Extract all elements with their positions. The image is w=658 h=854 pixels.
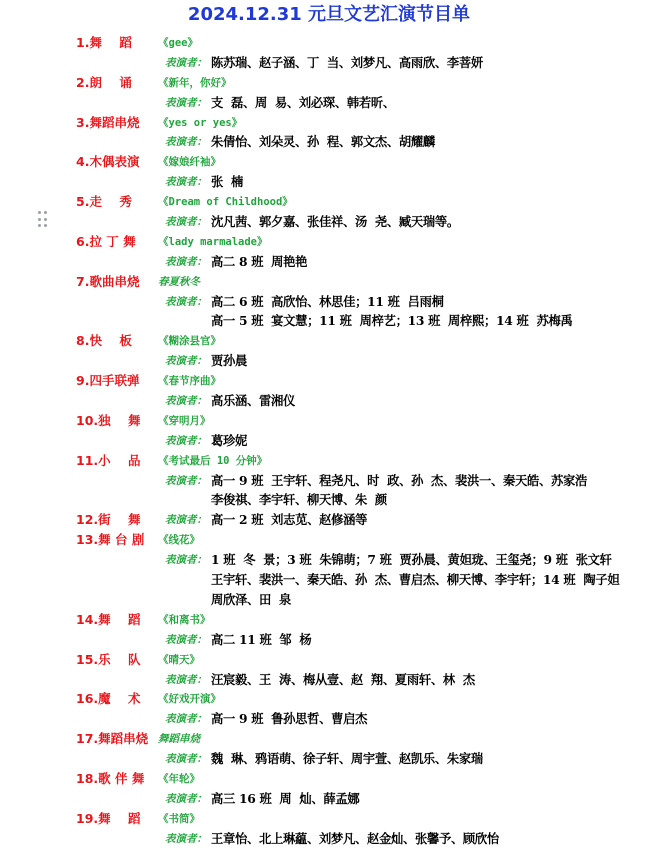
performer-label: 表演者： bbox=[165, 753, 207, 766]
program-list bbox=[0, 33, 658, 849]
program-title: 《和离书》 bbox=[158, 613, 211, 626]
performer-line bbox=[0, 670, 658, 690]
performer-label: 表演者： bbox=[165, 673, 207, 686]
performer-label: 表演者： bbox=[165, 255, 207, 268]
performer-line bbox=[0, 749, 658, 769]
program-number: 6.拉 丁 舞 bbox=[76, 233, 136, 249]
performer-names: 高一 5 班 宴文慧；11 班 周梓艺；13 班 周梓熙；14 班 苏梅禹 bbox=[211, 313, 573, 329]
program-number: 18.歌 伴 舞 bbox=[76, 770, 145, 786]
performer-label: 表演者： bbox=[165, 355, 207, 368]
program-heading-line bbox=[0, 809, 658, 829]
performer-line bbox=[0, 93, 658, 113]
program-heading-line bbox=[0, 769, 658, 789]
performer-label: 表演者： bbox=[165, 514, 207, 527]
performer-names: 陈苏瑞、赵子涵、丁 当、刘梦凡、高雨欣、李菩妍 bbox=[211, 54, 483, 70]
performer-names: 葛珍妮 bbox=[211, 432, 247, 448]
program-title: 《好戏开演》 bbox=[158, 693, 221, 706]
program-heading-line bbox=[0, 650, 658, 670]
performer-label: 表演者： bbox=[165, 434, 207, 447]
performer-names: 张 楠 bbox=[211, 174, 243, 190]
performer-line bbox=[0, 311, 658, 331]
program-heading-line bbox=[0, 33, 658, 53]
program-item bbox=[0, 650, 658, 690]
program-title: 舞蹈串烧 bbox=[158, 733, 200, 746]
performer-names: 李俊祺、李宇轩、柳天博、朱 颜 bbox=[211, 492, 387, 508]
program-title: 《春节序曲》 bbox=[158, 375, 221, 388]
program-number: 3.舞蹈串烧 bbox=[76, 114, 140, 130]
program-heading-line bbox=[0, 530, 658, 550]
program-item bbox=[0, 73, 658, 113]
performer-line bbox=[0, 590, 658, 610]
program-number: 16.魔 术 bbox=[76, 691, 141, 707]
program-heading-line bbox=[0, 451, 658, 471]
program-item bbox=[0, 769, 658, 809]
performer-names: 高三 16 班 周 灿、薛孟娜 bbox=[211, 790, 360, 806]
program-number: 5.走 秀 bbox=[76, 194, 132, 210]
performer-label: 表演者： bbox=[165, 832, 207, 845]
program-number: 13.舞 台 剧 bbox=[76, 532, 145, 548]
program-number: 15.乐 队 bbox=[76, 651, 141, 667]
program-heading-line bbox=[0, 113, 658, 133]
performer-line bbox=[0, 709, 658, 729]
performer-label: 表演者： bbox=[165, 713, 207, 726]
program-item bbox=[0, 232, 658, 272]
program-heading-line bbox=[0, 729, 658, 749]
program-item bbox=[0, 272, 658, 332]
program-heading-line bbox=[0, 272, 658, 292]
program-title: 《年轮》 bbox=[158, 772, 200, 785]
performer-line bbox=[0, 789, 658, 809]
performer-label: 表演者： bbox=[165, 176, 207, 189]
performer-names: 魏 琳、鸦语萌、徐子轩、周宇萱、赵凯乐、朱家瑞 bbox=[211, 751, 483, 767]
performer-line bbox=[0, 570, 658, 590]
performer-line bbox=[0, 252, 658, 272]
performer-line bbox=[0, 510, 658, 530]
program-item bbox=[0, 411, 658, 451]
performer-names: 高二 11 班 邹 杨 bbox=[211, 631, 312, 647]
performer-names: 1 班 冬 景；3 班 朱锦萌；7 班 贾孙晨、黄妲珑、王玺尧；9 班 张文轩 bbox=[211, 552, 612, 568]
program-heading-line bbox=[0, 610, 658, 630]
program-heading-line bbox=[0, 73, 658, 93]
performer-line bbox=[0, 471, 658, 491]
performer-names: 王宇轩、裴洪一、秦天皓、孙 杰、曹启杰、柳天博、李宇轩；14 班 陶子妲 bbox=[211, 572, 620, 588]
program-heading-line bbox=[0, 152, 658, 172]
program-title: 《糊涂县官》 bbox=[158, 335, 221, 348]
performer-label: 表演者： bbox=[165, 474, 207, 487]
program-title: 《线花》 bbox=[158, 534, 200, 547]
program-number: 2.朗 诵 bbox=[76, 74, 132, 90]
performer-names: 高一 9 班 王宇轩、程尧凡、时 政、孙 杰、裴洪一、秦天皓、苏家浩 bbox=[211, 472, 588, 488]
program-heading-line bbox=[0, 331, 658, 351]
program-title: 《书简》 bbox=[158, 812, 200, 825]
performer-label: 表演者： bbox=[165, 136, 207, 149]
performer-line bbox=[0, 490, 658, 510]
performer-line bbox=[0, 212, 658, 232]
performer-label: 表演者： bbox=[165, 96, 207, 109]
program-item bbox=[0, 113, 658, 153]
program-item bbox=[0, 729, 658, 769]
program-item bbox=[0, 152, 658, 192]
performer-label: 表演者： bbox=[165, 295, 207, 308]
program-number: 4.木偶表演 bbox=[76, 154, 140, 170]
performer-line bbox=[0, 292, 658, 312]
performer-label: 表演者： bbox=[165, 792, 207, 805]
performer-line bbox=[0, 630, 658, 650]
program-item bbox=[0, 510, 658, 530]
program-number: 19.舞 蹈 bbox=[76, 810, 141, 826]
program-number: 17.舞蹈串烧 bbox=[76, 731, 149, 747]
program-item bbox=[0, 451, 658, 511]
program-item bbox=[0, 331, 658, 371]
performer-names: 支 磊、周 易、刘必琛、韩若昕、 bbox=[211, 94, 395, 110]
program-item bbox=[0, 371, 658, 411]
performer-names: 汪宸毅、王 涛、梅从壹、赵 翔、夏雨轩、林 杰 bbox=[211, 671, 475, 687]
program-number: 12.街 舞 bbox=[76, 512, 141, 528]
program-number: 1.舞 蹈 bbox=[76, 35, 132, 50]
program-item bbox=[0, 610, 658, 650]
performer-label: 表演者： bbox=[165, 56, 207, 69]
program-title: 《lady marmalade》 bbox=[158, 235, 268, 248]
performer-line bbox=[0, 550, 658, 570]
performer-names: 周欣泽、田 泉 bbox=[211, 591, 291, 607]
program-title: 春夏秋冬 bbox=[158, 275, 200, 288]
program-number: 10.独 舞 bbox=[76, 412, 141, 428]
performer-label: 表演者： bbox=[165, 633, 207, 646]
program-item bbox=[0, 192, 658, 232]
performer-names: 王章怡、北上琳藴、刘梦凡、赵金灿、张馨予、顾欣怡 bbox=[211, 830, 499, 846]
performer-names: 高二 8 班 周艳艳 bbox=[211, 253, 308, 269]
performer-line bbox=[0, 172, 658, 192]
performer-label: 表演者： bbox=[165, 554, 207, 567]
performer-names: 贾孙晨 bbox=[211, 353, 247, 369]
performer-line bbox=[0, 53, 658, 73]
program-item bbox=[0, 33, 658, 73]
program-title: 《gee》 bbox=[158, 37, 198, 49]
program-title: 《Dream of Childhood》 bbox=[158, 196, 293, 209]
performer-line bbox=[0, 351, 658, 371]
program-item bbox=[0, 689, 658, 729]
performer-names: 朱倩怡、刘朵灵、孙 程、郭文杰、胡耀麟 bbox=[211, 134, 435, 150]
performer-names: 沈凡茜、郭夕嘉、张佳祥、汤 尧、臧天瑞等。 bbox=[211, 214, 459, 230]
program-heading-line bbox=[0, 411, 658, 431]
program-number: 14.舞 蹈 bbox=[76, 611, 141, 627]
performer-line bbox=[0, 132, 658, 152]
program-number: 11.小 品 bbox=[76, 452, 141, 468]
program-title: 《晴天》 bbox=[158, 653, 200, 666]
program-title: 《嫁娘纤袖》 bbox=[158, 156, 221, 169]
program-title: 《穿明月》 bbox=[158, 414, 211, 427]
page-title: 2024.12.31 元旦文艺汇演节目单 bbox=[187, 4, 471, 25]
program-number: 9.四手联弹 bbox=[76, 373, 140, 389]
program-heading-line bbox=[0, 192, 658, 212]
program-item bbox=[0, 809, 658, 849]
program-heading-line bbox=[0, 371, 658, 391]
program-item bbox=[0, 530, 658, 610]
performer-names: 高乐涵、雷湘仪 bbox=[211, 393, 295, 409]
performer-names: 高一 9 班 鲁孙思哲、曹启杰 bbox=[211, 711, 368, 727]
performer-names: 高一 2 班 刘志苋、赵修涵等 bbox=[211, 512, 368, 528]
program-heading-line bbox=[0, 689, 658, 709]
performer-label: 表演者： bbox=[165, 395, 207, 408]
performer-line bbox=[0, 391, 658, 411]
program-title: 《yes or yes》 bbox=[158, 116, 243, 129]
performer-label: 表演者： bbox=[165, 216, 207, 229]
program-title: 《新年，你好》 bbox=[158, 76, 232, 89]
performer-names: 高二 6 班 高欣怡、林思佳；11 班 吕雨桐 bbox=[211, 293, 444, 309]
performer-line bbox=[0, 829, 658, 849]
program-heading-line bbox=[0, 232, 658, 252]
program-number: 7.歌曲串烧 bbox=[76, 273, 140, 289]
program-number: 8.快 板 bbox=[76, 333, 132, 349]
program-title: 《考试最后 10 分钟》 bbox=[158, 454, 268, 467]
performer-line bbox=[0, 431, 658, 451]
